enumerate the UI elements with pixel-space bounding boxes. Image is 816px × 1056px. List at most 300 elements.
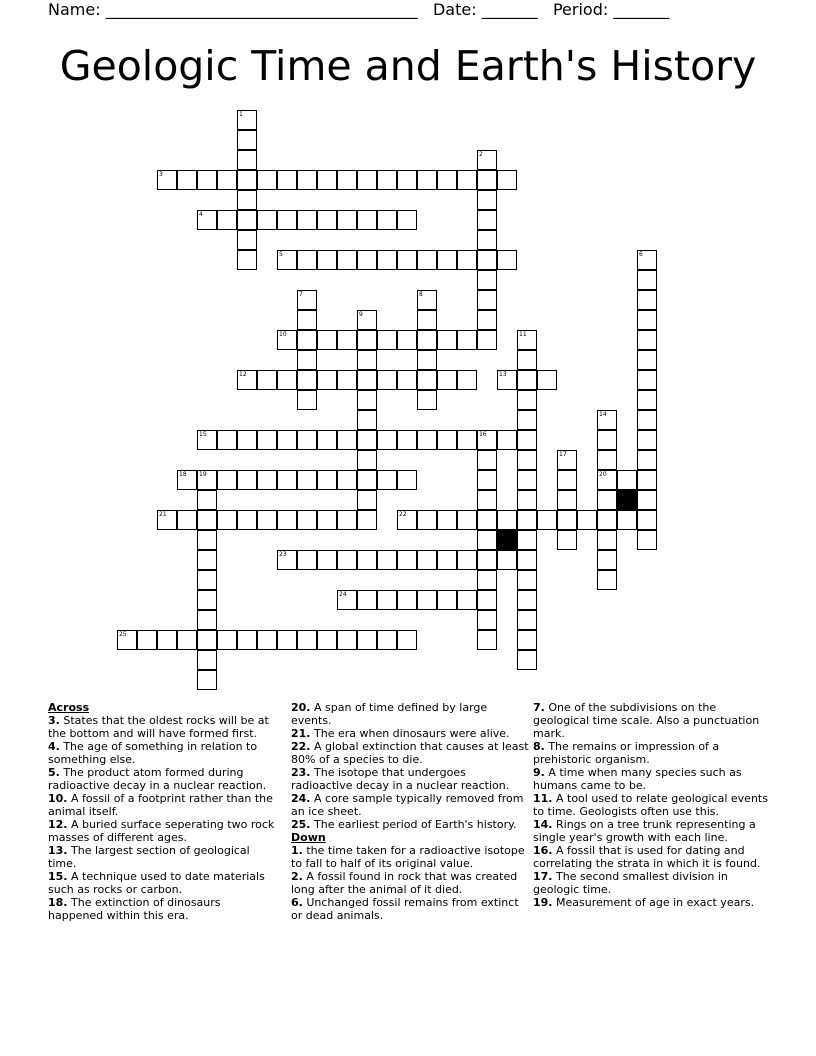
- cell-number: 8: [419, 291, 423, 298]
- grid-cell[interactable]: [377, 590, 397, 610]
- grid-cell[interactable]: [637, 390, 657, 410]
- grid-cell[interactable]: [637, 430, 657, 450]
- clue-text: The remains or impression of a prehistoric organism.: [533, 740, 720, 766]
- grid-cell[interactable]: [457, 330, 477, 350]
- grid-cell[interactable]: [297, 170, 317, 190]
- grid-cell[interactable]: [577, 510, 597, 530]
- grid-cell[interactable]: [477, 590, 497, 610]
- grid-cell[interactable]: [117, 630, 137, 650]
- grid-cell[interactable]: [197, 670, 217, 690]
- grid-cell[interactable]: [197, 650, 217, 670]
- grid-cell[interactable]: [517, 530, 537, 550]
- grid-cell[interactable]: [277, 510, 297, 530]
- grid-cell[interactable]: [277, 210, 297, 230]
- clue-item: [291, 896, 529, 922]
- down-clue-list-continued: [533, 701, 771, 909]
- grid-cell[interactable]: [357, 630, 377, 650]
- grid-cell[interactable]: [397, 630, 417, 650]
- grid-cell[interactable]: [417, 430, 437, 450]
- grid-cell[interactable]: [437, 170, 457, 190]
- grid-cell[interactable]: [297, 330, 317, 350]
- grid-cell[interactable]: [217, 510, 237, 530]
- grid-cell[interactable]: [257, 170, 277, 190]
- clue-number: 19.: [533, 896, 553, 909]
- grid-cell[interactable]: [337, 510, 357, 530]
- grid-cell[interactable]: [477, 310, 497, 330]
- grid-cell[interactable]: [377, 330, 397, 350]
- grid-cell[interactable]: [477, 630, 497, 650]
- grid-cell[interactable]: [297, 550, 317, 570]
- clue-text: A buried surface seperating two rock masses of different ages.: [48, 818, 275, 844]
- grid-cell[interactable]: [337, 630, 357, 650]
- grid-cell[interactable]: [317, 630, 337, 650]
- grid-cell[interactable]: [477, 470, 497, 490]
- grid-cell[interactable]: [617, 510, 637, 530]
- grid-cell[interactable]: [357, 430, 377, 450]
- grid-cell[interactable]: [417, 510, 437, 530]
- grid-cell[interactable]: [477, 290, 497, 310]
- grid-cell[interactable]: [397, 590, 417, 610]
- clue-column-3: [533, 701, 771, 909]
- grid-cell[interactable]: [237, 430, 257, 450]
- grid-cell[interactable]: [257, 630, 277, 650]
- grid-cell[interactable]: [497, 250, 517, 270]
- grid-cell[interactable]: [517, 450, 537, 470]
- clue-text: The earliest period of Earth's history.: [310, 818, 517, 831]
- grid-cell[interactable]: [197, 570, 217, 590]
- grid-cell[interactable]: [217, 470, 237, 490]
- grid-cell[interactable]: [377, 210, 397, 230]
- clue-number: 7.: [533, 701, 545, 714]
- grid-cell[interactable]: [237, 110, 257, 130]
- grid-cell[interactable]: [477, 610, 497, 630]
- grid-cell[interactable]: [557, 490, 577, 510]
- grid-cell[interactable]: [317, 470, 337, 490]
- grid-cell[interactable]: [217, 430, 237, 450]
- clue-number: 15.: [48, 870, 68, 883]
- grid-cell[interactable]: [597, 510, 617, 530]
- grid-cell[interactable]: [177, 510, 197, 530]
- grid-cell[interactable]: [517, 390, 537, 410]
- grid-cell[interactable]: [277, 250, 297, 270]
- grid-cell[interactable]: [237, 250, 257, 270]
- grid-cell[interactable]: [257, 370, 277, 390]
- clue-item: [48, 818, 278, 844]
- grid-cell[interactable]: [297, 290, 317, 310]
- across-heading: Across: [48, 701, 90, 714]
- grid-cell[interactable]: [557, 470, 577, 490]
- grid-cell[interactable]: [517, 490, 537, 510]
- grid-cell[interactable]: [537, 510, 557, 530]
- grid-cell[interactable]: [497, 370, 517, 390]
- clue-item: [291, 701, 529, 727]
- grid-cell[interactable]: [457, 170, 477, 190]
- grid-cell[interactable]: [317, 250, 337, 270]
- grid-cell[interactable]: [477, 570, 497, 590]
- grid-cell[interactable]: [357, 370, 377, 390]
- grid-cell[interactable]: [397, 370, 417, 390]
- cell-number: 23: [279, 551, 287, 558]
- clue-number: 25.: [291, 818, 311, 831]
- clue-text: Rings on a tree trunk representing a single year's growth with each line.: [533, 818, 756, 844]
- grid-cell[interactable]: [517, 510, 537, 530]
- grid-cell[interactable]: [357, 590, 377, 610]
- grid-cell[interactable]: [437, 330, 457, 350]
- grid-cell[interactable]: [317, 550, 337, 570]
- grid-cell[interactable]: [377, 170, 397, 190]
- grid-cell[interactable]: [337, 370, 357, 390]
- grid-cell[interactable]: [317, 430, 337, 450]
- grid-cell[interactable]: [237, 170, 257, 190]
- date-label: Date:: [432, 0, 477, 19]
- grid-cell[interactable]: [397, 210, 417, 230]
- grid-cell[interactable]: [517, 350, 537, 370]
- clue-item: [48, 714, 278, 740]
- grid-cell[interactable]: [457, 250, 477, 270]
- grid-cell[interactable]: [137, 630, 157, 650]
- cell-number: 20: [599, 471, 607, 478]
- grid-cell[interactable]: [517, 470, 537, 490]
- grid-cell[interactable]: [277, 550, 297, 570]
- grid-cell[interactable]: [477, 210, 497, 230]
- grid-cell[interactable]: [317, 170, 337, 190]
- down-clue-list: [291, 844, 529, 922]
- clue-number: 13.: [48, 844, 68, 857]
- grid-cell[interactable]: [157, 170, 177, 190]
- grid-cell[interactable]: [357, 310, 377, 330]
- clue-text: The product atom formed during radioactive decay in a nuclear reaction.: [48, 766, 267, 792]
- grid-cell[interactable]: [197, 630, 217, 650]
- grid-cell[interactable]: [317, 370, 337, 390]
- grid-cell[interactable]: [197, 170, 217, 190]
- cell-number: 18: [179, 471, 187, 478]
- clue-text: A fossil found in rock that was created long after the animal of it died.: [291, 870, 518, 896]
- grid-cell[interactable]: [157, 510, 177, 530]
- grid-cell[interactable]: [537, 370, 557, 390]
- clue-number: 1.: [291, 844, 303, 857]
- grid-cell[interactable]: [257, 510, 277, 530]
- grid-cell[interactable]: [477, 330, 497, 350]
- clue-number: 2.: [291, 870, 303, 883]
- grid-cell[interactable]: [477, 190, 497, 210]
- grid-cell[interactable]: [377, 470, 397, 490]
- grid-cell[interactable]: [297, 430, 317, 450]
- grid-cell[interactable]: [197, 470, 217, 490]
- clue-number: 10.: [48, 792, 68, 805]
- grid-cell[interactable]: [357, 410, 377, 430]
- grid-cell[interactable]: [417, 370, 437, 390]
- clue-text: A time when many species such as humans came to be.: [533, 766, 742, 792]
- grid-cell[interactable]: [637, 370, 657, 390]
- grid-cell[interactable]: [397, 470, 417, 490]
- grid-cell[interactable]: [477, 150, 497, 170]
- grid-cell[interactable]: [277, 430, 297, 450]
- cell-number: 19: [199, 471, 207, 478]
- grid-cell[interactable]: [417, 390, 437, 410]
- clue-item: [291, 792, 529, 818]
- grid-cell[interactable]: [497, 170, 517, 190]
- clue-text: A tool used to relate geological events to time. Geologists often use this.: [533, 792, 768, 818]
- grid-cell[interactable]: [237, 190, 257, 210]
- grid-cell[interactable]: [497, 430, 517, 450]
- grid-cell[interactable]: [497, 550, 517, 570]
- grid-cell[interactable]: [477, 170, 497, 190]
- grid-cell[interactable]: [477, 550, 497, 570]
- clue-item: [533, 844, 771, 870]
- grid-cell[interactable]: [297, 210, 317, 230]
- grid-cell[interactable]: [517, 430, 537, 450]
- grid-cell[interactable]: [457, 510, 477, 530]
- grid-cell[interactable]: [277, 370, 297, 390]
- grid-cell[interactable]: [437, 250, 457, 270]
- grid-cell[interactable]: [557, 510, 577, 530]
- grid-cell[interactable]: [637, 450, 657, 470]
- grid-cell[interactable]: [337, 430, 357, 450]
- grid-cell[interactable]: [337, 250, 357, 270]
- grid-cell[interactable]: [637, 330, 657, 350]
- grid-cell[interactable]: [517, 410, 537, 430]
- grid-cell[interactable]: [177, 630, 197, 650]
- cell-number: 10: [279, 331, 287, 338]
- grid-cell[interactable]: [517, 550, 537, 570]
- clue-number: 20.: [291, 701, 311, 714]
- clue-number: 5.: [48, 766, 60, 779]
- grid-cell[interactable]: [477, 250, 497, 270]
- grid-cell[interactable]: [517, 570, 537, 590]
- grid-cell[interactable]: [637, 250, 657, 270]
- grid-cell[interactable]: [637, 290, 657, 310]
- grid-cell[interactable]: [557, 530, 577, 550]
- clue-text: A fossil that is used for dating and correlating the strata in which it is found.: [533, 844, 761, 870]
- grid-cell[interactable]: [237, 130, 257, 150]
- grid-cell[interactable]: [397, 550, 417, 570]
- grid-cell[interactable]: [437, 370, 457, 390]
- grid-cell[interactable]: [457, 430, 477, 450]
- grid-cell[interactable]: [317, 330, 337, 350]
- grid-cell[interactable]: [237, 150, 257, 170]
- grid-cell[interactable]: [297, 630, 317, 650]
- grid-cell[interactable]: [477, 270, 497, 290]
- grid-cell[interactable]: [357, 550, 377, 570]
- grid-cell[interactable]: [437, 550, 457, 570]
- cell-number: 21: [159, 511, 167, 518]
- grid-cell[interactable]: [417, 250, 437, 270]
- clue-number: 9.: [533, 766, 545, 779]
- grid-cell[interactable]: [377, 370, 397, 390]
- grid-cell[interactable]: [557, 450, 577, 470]
- grid-cell[interactable]: [497, 510, 517, 530]
- grid-cell[interactable]: [357, 490, 377, 510]
- grid-cell[interactable]: [237, 370, 257, 390]
- grid-cell[interactable]: [357, 170, 377, 190]
- grid-cell[interactable]: [597, 470, 617, 490]
- down-heading: Down: [291, 831, 326, 844]
- grid-cell[interactable]: [637, 530, 657, 550]
- grid-cell[interactable]: [457, 550, 477, 570]
- grid-cell[interactable]: [597, 550, 617, 570]
- page-title: Geologic Time and Earth's History: [59, 42, 757, 90]
- grid-cell[interactable]: [177, 470, 197, 490]
- grid-cell[interactable]: [637, 270, 657, 290]
- date-blank[interactable]: _______: [481, 0, 538, 19]
- grid-cell[interactable]: [357, 210, 377, 230]
- clue-number: 17.: [533, 870, 553, 883]
- grid-cell[interactable]: [397, 250, 417, 270]
- grid-cell[interactable]: [377, 430, 397, 450]
- across-clue-list-continued: [291, 701, 529, 831]
- grid-cell[interactable]: [317, 210, 337, 230]
- grid-cell[interactable]: [417, 590, 437, 610]
- grid-cell[interactable]: [257, 470, 277, 490]
- grid-cell[interactable]: [297, 470, 317, 490]
- grid-cell[interactable]: [417, 350, 437, 370]
- grid-cell[interactable]: [337, 170, 357, 190]
- grid-cell[interactable]: [597, 530, 617, 550]
- grid-cell[interactable]: [297, 310, 317, 330]
- grid-cell[interactable]: [517, 590, 537, 610]
- cell-number: 11: [519, 331, 527, 338]
- grid-cell[interactable]: [597, 450, 617, 470]
- grid-cell[interactable]: [197, 490, 217, 510]
- grid-cell[interactable]: [477, 530, 497, 550]
- clue-text: The age of something in relation to something else.: [48, 740, 258, 766]
- grid-cell[interactable]: [337, 330, 357, 350]
- grid-cell[interactable]: [477, 430, 497, 450]
- clue-number: 11.: [533, 792, 553, 805]
- grid-cell[interactable]: [597, 490, 617, 510]
- grid-cell[interactable]: [477, 490, 497, 510]
- grid-cell[interactable]: [237, 470, 257, 490]
- grid-black-cell: [617, 490, 637, 510]
- grid-cell[interactable]: [297, 350, 317, 370]
- grid-cell[interactable]: [477, 450, 497, 470]
- grid-cell[interactable]: [377, 630, 397, 650]
- grid-cell[interactable]: [417, 310, 437, 330]
- grid-cell[interactable]: [397, 170, 417, 190]
- grid-cell[interactable]: [237, 630, 257, 650]
- grid-cell[interactable]: [217, 210, 237, 230]
- grid-cell[interactable]: [197, 550, 217, 570]
- grid-cell[interactable]: [157, 630, 177, 650]
- grid-cell[interactable]: [237, 510, 257, 530]
- grid-cell[interactable]: [297, 510, 317, 530]
- grid-cell[interactable]: [317, 510, 337, 530]
- grid-cell[interactable]: [457, 370, 477, 390]
- grid-cell[interactable]: [197, 210, 217, 230]
- grid-cell[interactable]: [297, 370, 317, 390]
- grid-cell[interactable]: [637, 410, 657, 430]
- grid-cell[interactable]: [417, 330, 437, 350]
- clue-text: The extinction of dinosaurs happened within this era.: [48, 896, 221, 922]
- grid-cell[interactable]: [197, 430, 217, 450]
- grid-cell[interactable]: [637, 490, 657, 510]
- grid-cell[interactable]: [637, 510, 657, 530]
- grid-cell[interactable]: [617, 470, 637, 490]
- grid-cell[interactable]: [437, 590, 457, 610]
- grid-cell[interactable]: [457, 590, 477, 610]
- name-blank[interactable]: _______________________________________: [105, 0, 418, 19]
- grid-cell[interactable]: [197, 530, 217, 550]
- grid-cell[interactable]: [477, 230, 497, 250]
- grid-cell[interactable]: [237, 210, 257, 230]
- grid-cell[interactable]: [357, 330, 377, 350]
- grid-cell[interactable]: [597, 410, 617, 430]
- grid-cell[interactable]: [397, 510, 417, 530]
- grid-cell[interactable]: [357, 510, 377, 530]
- grid-cell[interactable]: [237, 230, 257, 250]
- clue-item: [533, 701, 771, 740]
- grid-cell[interactable]: [357, 350, 377, 370]
- grid-cell[interactable]: [197, 610, 217, 630]
- grid-cell[interactable]: [197, 510, 217, 530]
- grid-cell[interactable]: [357, 450, 377, 470]
- grid-cell[interactable]: [217, 630, 237, 650]
- grid-cell[interactable]: [637, 310, 657, 330]
- grid-cell[interactable]: [637, 470, 657, 490]
- grid-cell[interactable]: [197, 590, 217, 610]
- grid-cell[interactable]: [597, 570, 617, 590]
- grid-cell[interactable]: [217, 170, 237, 190]
- grid-cell[interactable]: [357, 250, 377, 270]
- grid-cell[interactable]: [257, 210, 277, 230]
- cell-number: 3: [159, 171, 163, 178]
- clue-number: 8.: [533, 740, 545, 753]
- grid-cell[interactable]: [257, 430, 277, 450]
- grid-cell[interactable]: [437, 430, 457, 450]
- clue-text: The second smallest division in geologic time.: [533, 870, 728, 896]
- grid-cell[interactable]: [277, 630, 297, 650]
- grid-cell[interactable]: [297, 250, 317, 270]
- grid-cell[interactable]: [357, 470, 377, 490]
- grid-cell[interactable]: [337, 210, 357, 230]
- grid-cell[interactable]: [517, 370, 537, 390]
- grid-cell[interactable]: [277, 330, 297, 350]
- clue-number: 4.: [48, 740, 60, 753]
- grid-cell[interactable]: [517, 330, 537, 350]
- grid-cell[interactable]: [517, 610, 537, 630]
- grid-cell[interactable]: [337, 470, 357, 490]
- grid-cell[interactable]: [417, 170, 437, 190]
- grid-cell[interactable]: [297, 390, 317, 410]
- grid-cell[interactable]: [377, 250, 397, 270]
- clue-number: 22.: [291, 740, 311, 753]
- clue-text: One of the subdivisions on the geological time scale. Also a punctuation mark.: [533, 701, 760, 740]
- grid-cell[interactable]: [517, 630, 537, 650]
- clue-item: [48, 870, 278, 896]
- clue-number: 3.: [48, 714, 60, 727]
- grid-cell[interactable]: [277, 170, 297, 190]
- grid-cell[interactable]: [337, 550, 357, 570]
- grid-cell[interactable]: [357, 390, 377, 410]
- grid-cell[interactable]: [397, 430, 417, 450]
- grid-cell[interactable]: [377, 550, 397, 570]
- grid-cell[interactable]: [397, 330, 417, 350]
- grid-cell[interactable]: [437, 510, 457, 530]
- grid-cell[interactable]: [477, 510, 497, 530]
- grid-cell[interactable]: [177, 170, 197, 190]
- grid-cell[interactable]: [417, 290, 437, 310]
- grid-cell[interactable]: [277, 470, 297, 490]
- clue-number: 14.: [533, 818, 553, 831]
- grid-cell[interactable]: [597, 430, 617, 450]
- grid-cell[interactable]: [637, 350, 657, 370]
- clue-item: [533, 792, 771, 818]
- grid-cell[interactable]: [517, 650, 537, 670]
- period-blank[interactable]: _______: [613, 0, 670, 19]
- clue-item: [291, 870, 529, 896]
- grid-cell[interactable]: [417, 550, 437, 570]
- grid-cell[interactable]: [337, 590, 357, 610]
